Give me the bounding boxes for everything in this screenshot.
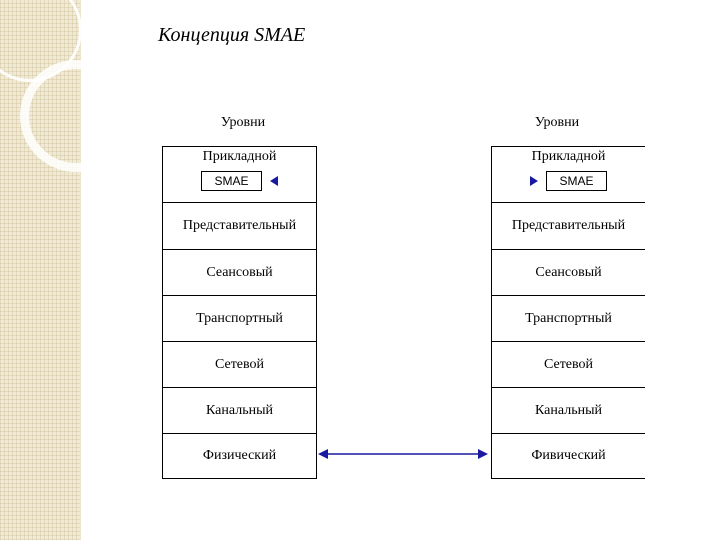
right-layer-datalink	[492, 387, 645, 433]
left-layer-physical	[163, 433, 316, 479]
smae-row	[530, 171, 606, 191]
decorative-sidebar	[0, 0, 81, 540]
left-layer-transport	[163, 295, 316, 341]
smae-box: SMAE	[546, 171, 606, 191]
right-layer-transport	[492, 295, 645, 341]
layer-label: Фивический	[531, 448, 606, 463]
right-layer-physical	[492, 433, 645, 479]
layer-label: Транспортный	[525, 310, 612, 326]
left-layer-stack	[162, 146, 317, 479]
smae-box: SMAE	[201, 171, 261, 191]
layer-label: Прикладной	[202, 149, 277, 164]
layer-label: Транспортный	[196, 310, 283, 326]
layer-label: Сеансовый	[206, 264, 273, 280]
left-layer-session	[163, 249, 316, 295]
layer-label: Представительный	[182, 218, 297, 233]
left-layer-network	[163, 341, 316, 387]
layer-label: Физический	[202, 448, 277, 463]
right-layer-presentation	[492, 202, 645, 249]
layer-label: Канальный	[206, 402, 273, 418]
arrow-left-icon	[270, 176, 278, 186]
physical-link-arrow	[318, 444, 488, 464]
slide-title: Концепция SMAE	[158, 24, 306, 46]
right-layer-application	[492, 146, 645, 202]
left-layer-datalink	[163, 387, 316, 433]
right-column-heading: Уровни	[534, 115, 580, 130]
right-layer-network	[492, 341, 645, 387]
left-column-heading: Уровни	[220, 115, 266, 130]
left-layer-application	[163, 146, 316, 202]
layer-label: Сеансовый	[535, 264, 602, 280]
smae-row	[201, 171, 277, 191]
layer-label: Прикладной	[531, 149, 606, 164]
arrow-right-icon	[530, 176, 538, 186]
layer-label: Сетевой	[543, 356, 594, 372]
layer-label: Канальный	[535, 402, 602, 418]
left-layer-presentation	[163, 202, 316, 249]
right-layer-stack	[491, 146, 645, 479]
decorative-circle	[20, 60, 132, 172]
right-layer-session	[492, 249, 645, 295]
layer-label: Сетевой	[214, 356, 265, 372]
layer-label: Представительный	[511, 218, 626, 233]
